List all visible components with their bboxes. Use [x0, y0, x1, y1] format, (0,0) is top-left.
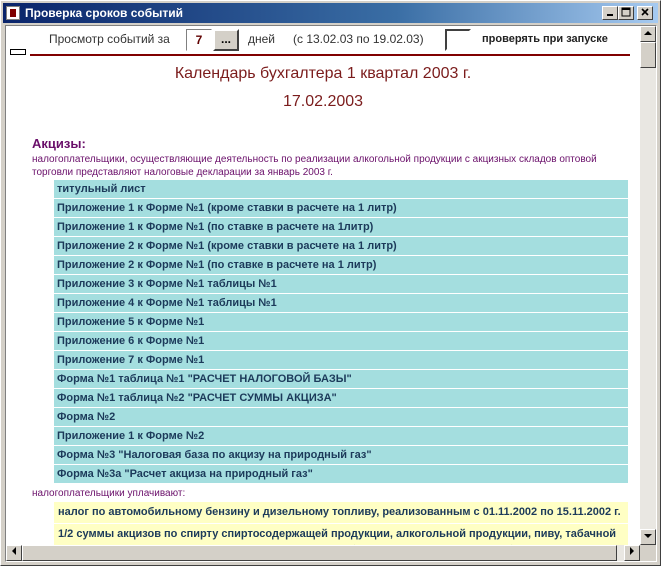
vertical-scrollbar[interactable] [640, 26, 656, 545]
arrow-up-icon [644, 30, 652, 36]
report-date: 17.02.2003 [282, 93, 364, 110]
scroll-left-button[interactable] [6, 545, 22, 561]
list-item: налог по автомобильному бензину и дизельному топливу, реализованным с 01.11.2002 по 15.11.2002 г. [54, 502, 628, 523]
list-item: Приложение 1 к Форме №1 (по ставке в расчете на 1литр) [54, 218, 628, 236]
date-range: (с 13.02.03 по 19.02.03) [293, 32, 424, 46]
view-events-label: Просмотр событий за [49, 32, 170, 46]
maximize-button[interactable] [618, 6, 634, 20]
maximize-icon [621, 7, 631, 17]
list-item: Приложение 6 к Форме №1 [54, 332, 628, 350]
horizontal-scroll-thumb[interactable] [22, 545, 617, 561]
minimize-icon [605, 7, 615, 17]
arrow-right-icon [629, 547, 635, 555]
declaration-note: налогоплательщики, осуществляющие деятельность по реализации алкогольной продукции с акцизных складов оптовой торговли представляют налоговые декларации за январь 2003 г. [32, 154, 597, 178]
vertical-scroll-thumb[interactable] [640, 42, 656, 68]
horizontal-scrollbar[interactable] [6, 545, 640, 561]
scroll-corner [640, 545, 656, 561]
filter-bar [6, 26, 656, 56]
arrow-down-icon [644, 533, 652, 539]
list-item: 1/2 суммы акцизов по спирту спиртосодержащей продукции, алкогольной продукции, пиву, табачной [54, 524, 628, 561]
choose-days-button[interactable]: ... [213, 29, 239, 51]
days-label: дней [248, 32, 276, 46]
list-item: Форма №3 "Налоговая база по акцизу на природный газ" [54, 446, 628, 464]
scroll-right-button[interactable] [624, 545, 640, 561]
scroll-down-button[interactable] [640, 529, 656, 545]
list-item: Приложение 1 к Форме №1 (кроме ставки в расчете на 1 литр) [54, 199, 628, 217]
payment-note: налогоплательщики уплачивают: [32, 488, 186, 499]
check-on-start-checkbox[interactable] [445, 29, 471, 51]
client-area [5, 25, 657, 562]
list-item: Приложение 4 к Форме №1 таблицы №1 [54, 294, 628, 312]
report-view[interactable] [6, 57, 640, 545]
title-bar[interactable] [3, 3, 658, 23]
check-on-start-label: проверять при запуске [482, 33, 608, 45]
minimize-button[interactable] [602, 6, 618, 20]
days-field[interactable]: 7 [186, 29, 212, 51]
list-item: Приложение 2 к Форме №1 (кроме ставки в расчете на 1 литр) [54, 237, 628, 255]
close-button[interactable] [637, 6, 653, 20]
list-item: Форма №1 таблица №1 "РАСЧЕТ НАЛОГОВОЙ БАЗЫ" [54, 370, 628, 388]
report-title: Календарь бухгалтера 1 квартал 2003 г. [174, 65, 472, 82]
list-item: Форма №2 [54, 408, 628, 426]
close-icon [640, 7, 650, 17]
list-item: Приложение 7 к Форме №1 [54, 351, 628, 369]
list-item: Приложение 3 к Форме №1 таблицы №1 [54, 275, 628, 293]
list-item: Приложение 2 к Форме №1 (по ставке в расчете на 1 литр) [54, 256, 628, 274]
header-divider [30, 54, 630, 56]
window-title: Проверка сроков событий [25, 6, 184, 20]
arrow-left-icon [11, 547, 17, 555]
list-item: титульный лист [54, 180, 628, 198]
section-title: Акцизы: [32, 136, 86, 151]
app-icon [6, 6, 20, 20]
scroll-up-button[interactable] [640, 26, 656, 42]
list-item: Форма №3а "Расчет акциза на природный газ" [54, 465, 628, 483]
record-marker [10, 49, 26, 55]
list-item: Приложение 5 к Форме №1 [54, 313, 628, 331]
list-item: Приложение 1 к Форме №2 [54, 427, 628, 445]
list-item: Форма №1 таблица №2 "РАСЧЕТ СУММЫ АКЦИЗА" [54, 389, 628, 407]
forms-list [54, 180, 628, 484]
